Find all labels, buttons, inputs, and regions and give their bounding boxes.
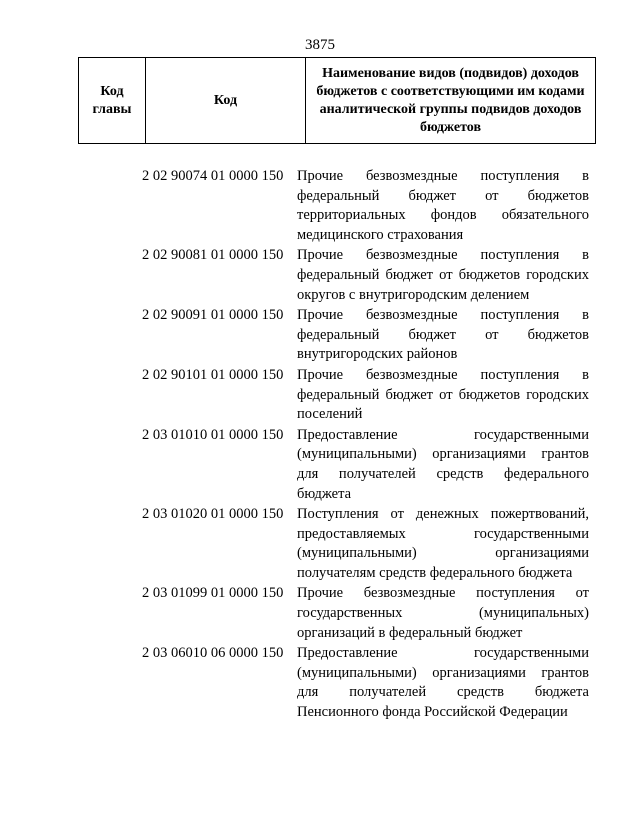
row-name: Прочие безвозмездные поступления в федеральный бюджет от бюджетов внутригородских районов [297,307,589,363]
table-row [142,644,590,722]
header-chapter-code: Код главы [79,58,146,144]
header-code: Код [146,58,306,144]
row-name: Предоставление государственными (муниципальными) организациями грантов для получателей средств федерального бюджета [297,426,589,502]
table-row [142,584,590,643]
table-row [142,366,590,425]
page-number: 3875 [305,37,335,53]
row-code: 2 02 90074 01 0000 150 [142,168,284,184]
row-name: Поступления от денежных пожертвований, предоставляемых государственными (муниципальными) организациями получателям средств федерального бюджета [297,506,589,581]
row-name: Прочие безвозмездные поступления в федеральный бюджет от бюджетов городских поселений [297,366,589,423]
row-code: 2 03 01010 01 0000 150 [142,426,284,443]
table-row [142,306,590,365]
row-name: Прочие безвозмездные поступления от государственных (муниципальных) организаций в федеральный бюджет [297,585,589,641]
table-row [142,426,590,504]
table-header [78,57,596,144]
table-body [142,167,590,724]
header-name: Наименование видов (подвидов) доходов бюджетов с соответствующими им кодами аналитической группы подвидов доходов бюджетов [306,58,596,144]
row-code: 2 02 90081 01 0000 150 [142,247,284,264]
row-name: Предоставление государственными (муниципальными) организациями грантов для получателей средств бюджета Пенсионного фонда Российской Федерации [297,645,589,721]
row-code: 2 03 01020 01 0000 150 [142,506,284,523]
row-code: 2 03 06010 06 0000 150 [142,645,284,662]
row-code: 2 03 01099 01 0000 150 [142,585,284,602]
table-row [142,505,590,583]
row-name: Прочие безвозмездные поступления в федеральный бюджет от бюджетов городских округов с внутригородским делением [297,247,589,303]
row-code: 2 02 90091 01 0000 150 [142,307,284,324]
table-row [142,246,590,305]
row-name: Прочие безвозмездные поступления в федеральный бюджет от бюджетов территориальных фондов обязательного медицинского страхования [297,168,589,243]
table-row [142,167,590,245]
row-code: 2 02 90101 01 0000 150 [142,366,284,383]
